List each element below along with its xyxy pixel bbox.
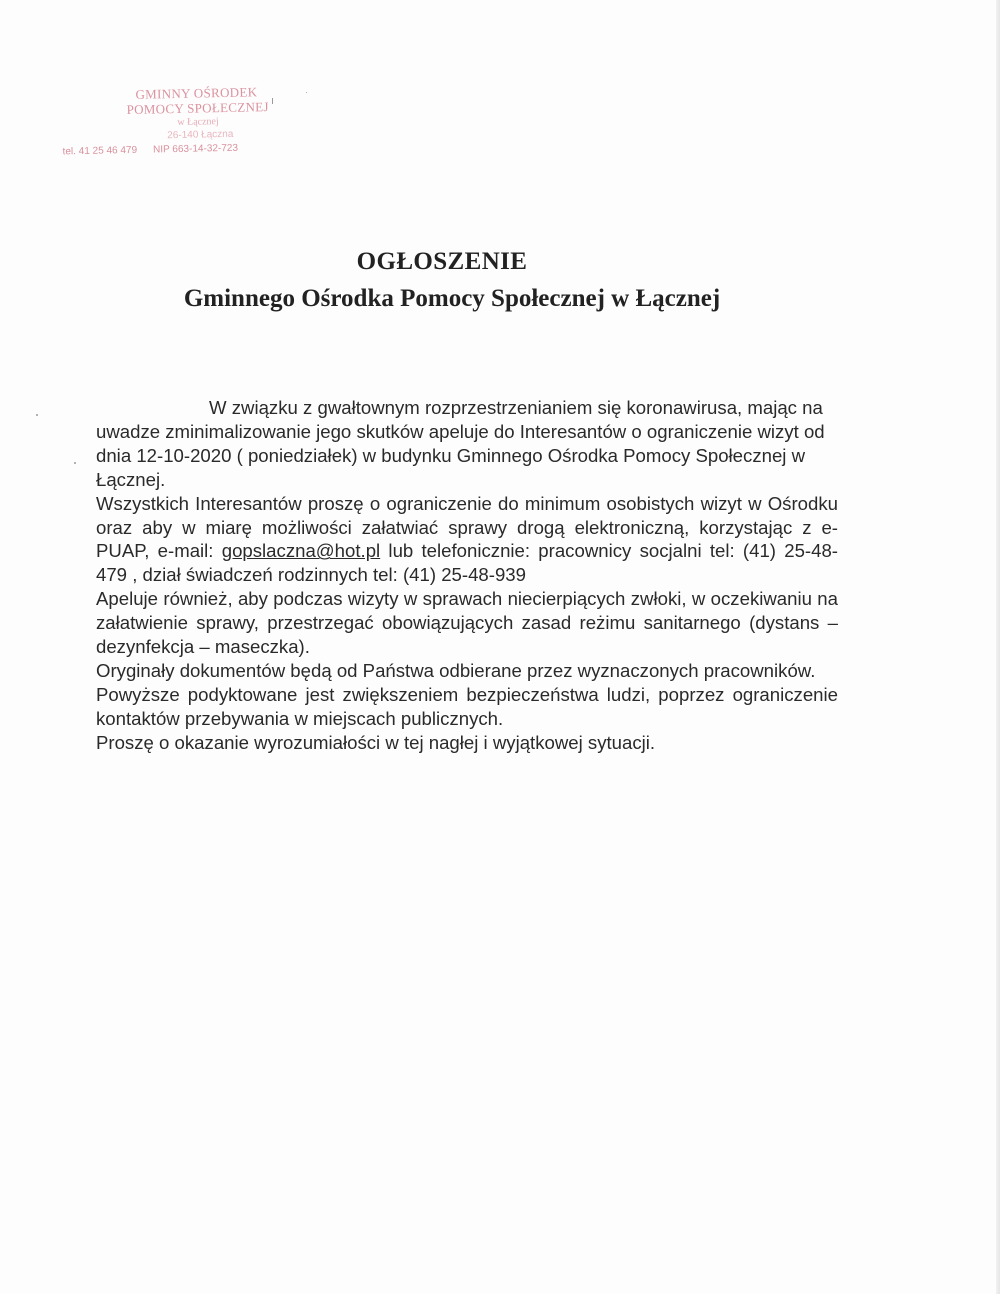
document-title: OGŁOSZENIE [356,248,528,275]
scan-speck [74,462,76,464]
email-link[interactable]: gopslaczna@hot.pl [221,540,381,562]
paragraph-safety: Powyższe podyktowane jest zwiększeniem bezpieczeństwa ludzi, poprzez ograniczenie kontaktów przebywania w miejscach publicznych. [96,683,838,729]
stamp-org-name: GMINNY OŚRODEK [135,84,258,102]
paragraph-contact-text: Wszystkich Interesantów proszę o ograniczenie do minimum osobistych wizyt w Ośrodku oraz aby w miarę możliwości załatwiać sprawy drogą elektroniczną, korzystając z e-PUAP, e-mail: [96,492,838,562]
scan-edge-shadow [996,0,1000,1294]
stamp-nip: NIP 663-14-32-723 [153,142,239,156]
paragraph-closing: Proszę o okazanie wyrozumiałości w tej nagłej i wyjątkowej sytuacji. [96,731,656,753]
paragraph-contact [96,492,838,588]
stamp-phone: tel. 41 25 46 479 [62,144,138,158]
scan-speck [36,414,38,416]
paragraph-sanitary-rules: Apeluje również, aby podczas wizyty w sprawach niecierpiących zwłoki, w oczekiwaniu na załatwienie sprawy, przestrzegać obowiązujących zasad reżimu sanitarnego (dystans – dezynfekcja – maseczka). [96,588,838,658]
office-stamp [61,84,292,159]
scan-speck [306,92,307,93]
announcement-body [96,396,838,755]
stamp-contact [62,141,292,159]
stamp-org-name-2: POMOCY SPOŁECZNEJ [126,99,269,118]
stamp-postal-address: 26-140 Łączna [167,128,234,142]
paragraph-contact-phones: lub telefonicznie: pracownicy socjalni tel: (41) 25-48-479 , dział świadczeń rodzinnych tel: (41) 25-48-939 [96,540,839,586]
paragraph-documents: Oryginały dokumentów będą od Państwa odbierane przez wyznaczonych pracowników. [96,659,816,681]
stamp-location: w Łącznej [177,116,219,128]
document-subtitle: Gminnego Ośrodka Pomocy Społecznej w Łącznej [183,285,721,312]
paragraph-intro: W związku z gwałtownym rozprzestrzenianiem się koronawirusa, mając na uwadze zminimalizowanie jego skutków apeluje do Interesantów o ograniczenie wizyt od dnia 12-10-2020 ( poniedziałek) w budynku Gminnego Ośrodka Pomocy Społecznej w Łącznej. [96,397,825,490]
